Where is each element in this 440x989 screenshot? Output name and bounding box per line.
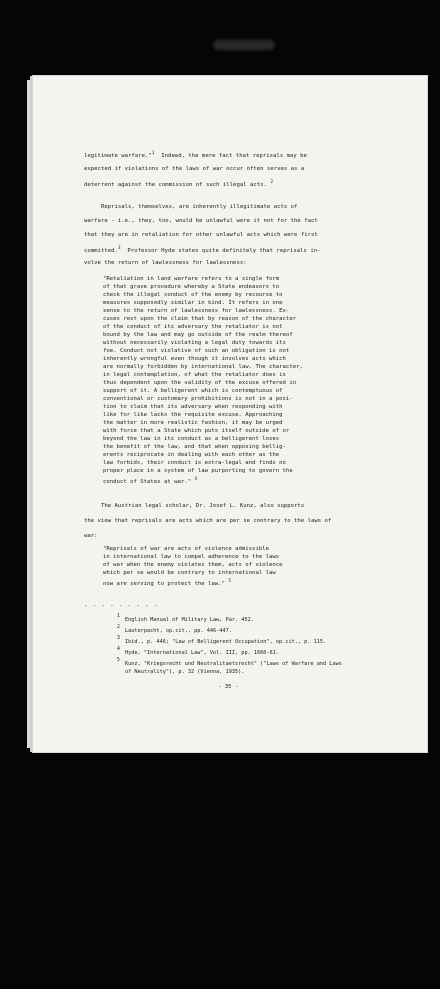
quote-line: measures supposedly similar in kind. It refers in one xyxy=(103,300,283,306)
footnote-text: Kunz, "Kriegsrecht und Neutralitaetsrecht" ("Laws of Warfare and Laws xyxy=(125,661,342,667)
footnote-number: 3 xyxy=(117,636,120,641)
quote-line: bound by the law and may go outside of the realm thereof xyxy=(103,332,293,338)
body-line: Reprisals, themselves, are inherently illegitimate acts of xyxy=(84,204,298,210)
body-line: warfare - i.e., they, too, would be unlawful were it not for the fact xyxy=(84,218,318,224)
footnote-ref: 5 xyxy=(228,579,232,584)
page-text xyxy=(33,76,427,989)
quote-line: "Retaliation in land warfare refers to a single form xyxy=(103,276,280,282)
film-mark xyxy=(214,40,274,50)
quote-line: of war when the enemy violates them, acts of violence xyxy=(103,562,283,568)
quote-line: which per se would be contrary to international law xyxy=(103,570,276,576)
quote-line: conduct of States at war." $^4$ xyxy=(103,477,198,485)
footnote-text: Lauterpacht, op.cit., pp. 446-447. xyxy=(125,628,232,634)
quote-line: foe. Conduct not violative of such an obligation is not xyxy=(103,348,290,354)
quote-line: "Reprisals of war are acts of violence admissible xyxy=(103,546,269,552)
footnote-number: 5 xyxy=(117,658,120,663)
quote-line: law forbids, their conduct is extra-legal and finds no xyxy=(103,460,286,466)
quote-line: beyond the law in its conduct as a belligerent loses xyxy=(103,436,280,442)
page-number: - 35 - xyxy=(218,684,239,690)
quote-line: inherently wrongful even though it involves acts which xyxy=(103,356,286,362)
quote-line: support of it. A belligerent which is contemptuous of xyxy=(103,388,283,394)
quote-line: conventional or customary prohibitions is not in a posi- xyxy=(103,396,293,402)
body-line: The Austrian legal scholar, Dr. Josef L. Kunz, also supports xyxy=(84,503,305,509)
quote-line: tion to claim that its adversary when responding with xyxy=(103,404,283,410)
body-line: the view that reprisals are acts which are per se contrary to the laws of xyxy=(84,518,332,524)
quote-line: like for like lacks the requisite excuse. Approaching xyxy=(103,412,283,418)
footnote-text: English Manual of Military Law, Par. 452. xyxy=(125,617,254,623)
footnote-text: Ibid., p. 446; "Law of Belligerent Occupation", op.cit., p. 115. xyxy=(125,639,327,645)
quote-line: with force that a State which puts itself outside of or xyxy=(103,428,290,434)
footnote-ref: 3 xyxy=(117,246,121,251)
footnote-separator: - - - - - - - - - xyxy=(84,603,159,609)
quote-line: proper place in a system of law purporting to govern the xyxy=(103,468,293,474)
quote-line: now are serving to protect the law." $^5$ xyxy=(103,579,232,587)
quote-line: without necessarily violating a legal duty towards its xyxy=(103,340,286,346)
footnote-number: 1 xyxy=(117,614,120,619)
body-line: expected if violations of the laws of war occur often serves as a xyxy=(84,166,305,172)
footnote-text: of Neutrality"), p. 32 (Vienna, 1935). xyxy=(125,669,245,675)
body-line: that they are in retaliation for other unlawful acts which were first xyxy=(84,232,318,238)
quote-line: of that grave procedure whereby a State endeavors to xyxy=(103,284,280,290)
footnote-text: Hyde, "International Law", Vol. III, pp. 1660-61. xyxy=(125,650,280,656)
footnote-ref: 1 xyxy=(151,151,155,156)
body-line: committed.$^3$ Professor Hyde states quite definitely that reprisals in- xyxy=(84,246,321,254)
quote-line: in international law to compel adherence to the laws xyxy=(103,554,280,560)
body-line: war: xyxy=(84,533,98,539)
quote-line: the benefit of the law, and that when opposing bellig- xyxy=(103,444,286,450)
footnote-number: 4 xyxy=(117,647,120,652)
footnote-ref: 2 xyxy=(270,180,274,185)
quote-line: of the conduct of its adversary the retaliator is not xyxy=(103,324,283,330)
quote-line: in legal contemplation, of what the retaliator does is xyxy=(103,372,286,378)
quote-line: sense to the return of lawlessness for lawlessness. Ex- xyxy=(103,308,290,314)
footnote-ref: 4 xyxy=(194,477,198,482)
body-line: legitimate warfare."$^1$ Indeed, the mere fact that reprisals may be xyxy=(84,151,307,159)
body-line: volve the return of lawlessness for lawlessness: xyxy=(84,260,247,266)
quote-line: cuses rest upon the claim that by reason of the character xyxy=(103,316,297,322)
quote-line: erents reciprocate in dealing with each other as the xyxy=(103,452,280,458)
quote-line: thus dependent upon the validity of the excuse offered in xyxy=(103,380,297,386)
quote-line: are normally forbidden by international law. The character, xyxy=(103,364,303,370)
footnote-number: 2 xyxy=(117,625,120,630)
quote-line: the matter in more realistic fashion, it may be urged xyxy=(103,420,283,426)
body-line: deterrent against the commission of such illegal acts. $^2$ xyxy=(84,180,274,188)
document-page xyxy=(33,76,427,752)
quote-line: check the illegal conduct of the enemy by recourse to xyxy=(103,292,283,298)
